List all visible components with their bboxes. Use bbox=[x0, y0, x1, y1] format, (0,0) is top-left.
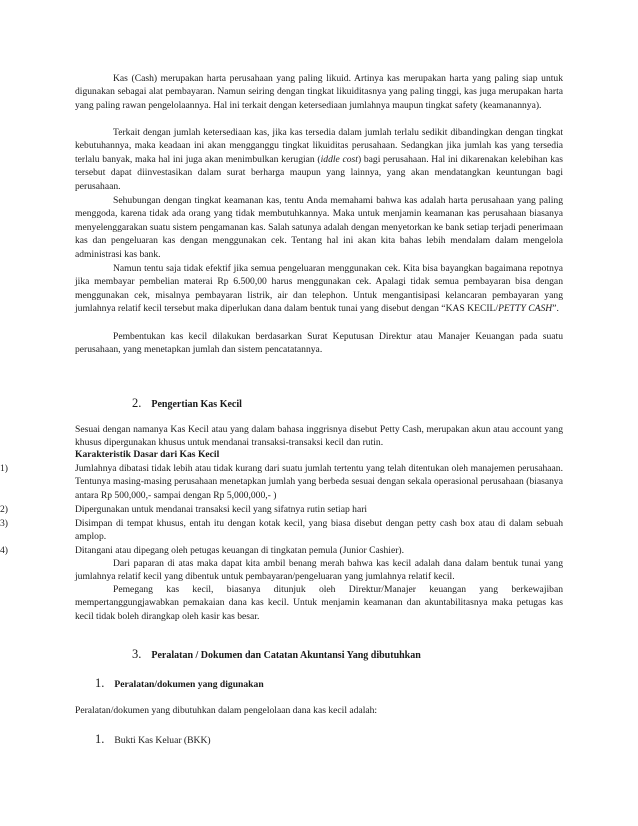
paragraph-cash-definition: Kas (Cash) merupakan harta perusahaan yang paling likuid. Artinya kas merupakan harta yang paling siap untuk digunakan sebagai alat pembayaran. Namun seiring dengan tingkat likuiditasnya yang paling tinggi, kas juga merupakan harta yang paling rawan pengelolaannya. Hal ini terkait dengan ketersediaan jumlahnya maupun tingkat safety (keamanannya). bbox=[75, 73, 563, 111]
paragraph-cash-availability bbox=[75, 126, 563, 193]
section-title: Pengertian Kas Kecil bbox=[151, 399, 242, 410]
paragraph-petty-cash-need-part1: Namun tentu saja tidak efektif jika semua pengeluaran menggunakan cek. Kita bisa bayangkan bagaimana repotnya jika membayar pembelian materai Rp 6.500,00 harus menggunakan cek. Apalagi tidak semua pembayaran bisa dengan menggunakan cek, misalnya pembayaran listrik, air dan telephon. Untuk mengantisipasi kelancaran pembayaran yang jumlahnya relatif kecil tersebut maka diperlukan dana dalam bentuk tunai yang disebut dengan “KAS KECIL/ bbox=[75, 263, 563, 315]
paragraph-cash-security: Sehubungan dengan tingkat keamanan kas, tentu Anda memahami bahwa kas adalah harta perusahaan yang paling menggoda, karena tidak ada orang yang tidak membutuhkannya. Maka untuk menjamin keamanan kas perusahaan biasanya menyelenggarakan suatu sistem pengamanan kas. Salah satunya adalah dengan menyetorkan ke bank setiap terjadi penerimaan kas dan pengeluaran kas dengan menggunakan cek. Tentang hal ini akan kita bahas lebih mendalam dalam mengelola administrasi kas bank. bbox=[75, 195, 563, 260]
list-item bbox=[0, 544, 563, 557]
subsection-heading bbox=[95, 677, 264, 691]
section-heading-2 bbox=[132, 397, 242, 411]
list-item-number: 1) bbox=[0, 463, 8, 474]
document-item-number: 1. bbox=[95, 732, 105, 746]
list-item-number: 4) bbox=[0, 545, 8, 556]
list-item-text: Disimpan di tempat khusus, entah itu dengan kotak kecil, yang biasa disebut dengan petty cash box atau di dalam sebuah amplop. bbox=[75, 518, 563, 543]
document-item-title: Bukti Kas Keluar (BKK) bbox=[114, 735, 211, 746]
paragraph-custodian: Pemegang kas kecil, biasanya ditunjuk oleh Direktur/Manajer keuangan yang berkewajiban mempertanggungjawabkan pemakaian dana kas kecil. Untuk menjamin keamanan dan akuntabilitasnya maka petugas kas kecil tidak boleh dirangkap oleh kasir kas besar. bbox=[75, 584, 563, 622]
paragraph-cash-availability-part1: Terkait dengan jumlah ketersediaan kas, jika kas tersedia dalam jumlah terlalu sedikit dibandingkan dengan tingkat kebutuhannya, maka keadaan ini akan mengganggu tingkat likuiditas perusahaan. Sedangkan jika jumlah kas yang tersedia terlalu banyak, maka hal ini juga akan menimbulkan kerugian ( bbox=[75, 127, 563, 165]
paragraph-summary: Dari paparan di atas maka dapat kita ambil benang merah bahwa kas kecil adalah dana dalam bentuk tunai yang jumlahnya relatif kecil yang dibentuk untuk pembayaran/pengeluaran yang jumlahnya relatif kecil. bbox=[75, 558, 563, 583]
characteristics-title: Karakteristik Dasar dari Kas Kecil bbox=[75, 449, 220, 460]
section-title: Peralatan / Dokumen dan Catatan Akuntansi Yang dibutuhkan bbox=[151, 650, 421, 661]
list-item bbox=[0, 517, 563, 544]
list-item-text: Ditangani atau dipegang oleh petugas keuangan di tingkatan pemula (Junior Cashier). bbox=[75, 545, 405, 556]
list-item-text: Dipergunakan untuk mendanai transaksi kecil yang sifatnya rutin setiap hari bbox=[75, 504, 368, 515]
paragraph-documents-intro: Peralatan/dokumen yang dibutuhkan dalam pengelolaan dana kas kecil adalah: bbox=[75, 705, 378, 716]
section-number: 2. bbox=[132, 396, 142, 410]
section-number: 3. bbox=[132, 647, 142, 661]
idle-cost-term: iddle cost bbox=[320, 153, 358, 165]
list-item-number: 2) bbox=[0, 504, 8, 515]
paragraph-petty-cash-need bbox=[75, 262, 563, 316]
document-item bbox=[95, 733, 211, 747]
subsection-title: Peralatan/dokumen yang digunakan bbox=[114, 679, 264, 690]
paragraph-cash-availability-part2: ) bagi perusahaan. Hal ini dikarenakan kelebihan kas tersebut dapat diinvestasikan dalam surat berharga maupun yang lainnya, yang akan mendatangkan keuntungan bagi perusahaan. bbox=[75, 153, 563, 192]
paragraph-petty-cash-meaning: Sesuai dengan namanya Kas Kecil atau yang dalam bahasa inggrisnya disebut Petty Cash, merupakan akun atau account yang khusus dipergunakan khusus untuk mendanai transaksi-transaksi kecil dan rutin. bbox=[75, 424, 563, 449]
section-heading-3 bbox=[132, 648, 421, 662]
petty-cash-term: PETTY CASH bbox=[498, 303, 553, 315]
paragraph-petty-cash-need-part2: ”. bbox=[552, 303, 559, 315]
paragraph-petty-cash-formation: Pembentukan kas kecil dilakukan berdasarkan Surat Keputusan Direktur atau Manajer Keuangan pada suatu perusahaan, yang menetapkan jumlah dan sistem pencatatannya. bbox=[75, 331, 563, 356]
list-item bbox=[0, 462, 563, 502]
list-item-text: Jumlahnya dibatasi tidak lebih atau tidak kurang dari suatu jumlah tertentu yang telah ditentukan oleh manajemen perusahaan. Tentunya masing-masing perusahaan menetapkan jumlah yang berbeda sesuai dengan sekala operasional perusahaan (biasanya antara Rp 500,000,- sampai dengan Rp 5,000,000,- ) bbox=[75, 463, 563, 501]
subsection-number: 1. bbox=[95, 676, 105, 690]
list-item-number: 3) bbox=[0, 518, 8, 529]
list-item bbox=[0, 503, 563, 516]
